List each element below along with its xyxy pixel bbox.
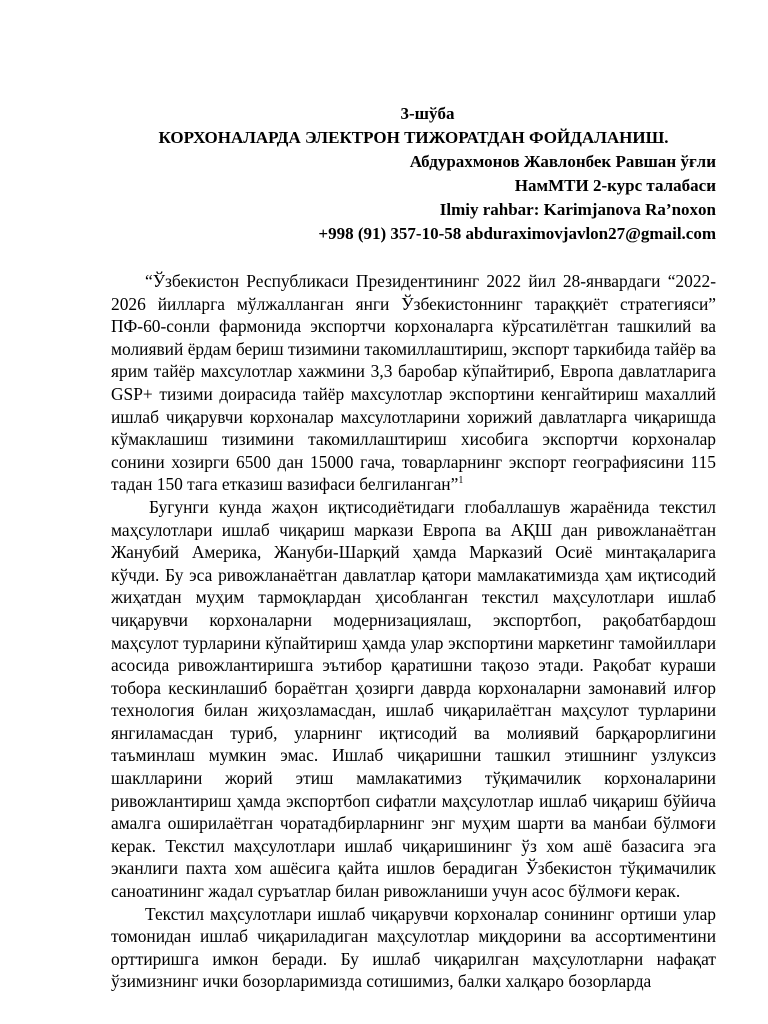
footnote-marker[interactable]: 1 xyxy=(458,475,464,487)
author-name: Абдурахмонов Жавлонбек Равшан ўғли xyxy=(409,152,716,171)
paragraph-1-text: “Ўзбекистон Республикаси Президентининг 2022 йил 28-январдаги “2022-2026 йилларга мўлжалланган янги Ўзбекистоннинг тараққиёт стратегияси” ПФ-60-сонли фармонида экспортчи корхоналарга кўрсатилётган ташкилий ва молиявий ёрдам бериш тизимини такомиллаштириш, экспорт таркибида тайёр ва ярим тайёр махсулотлар хажмини 3,3 баробар кўпайтириб, Европа давлатларига GSP+ тизими доирасида тайёр махсулотлар экспортини кенгайтириш махаллий ишлаб чиқарувчи корхоналар махсулотларини хорижий давлатларга чиқаришда кўмаклашиш тизимини такомиллаштириш хисобига экспортчи корхоналар сонини хозирги 6500 дан 15000 гача, товарларнинг экспорт географиясини 115 тадан 150 тага етказиш вазифаси белгиланган” xyxy=(111,271,716,495)
paragraph-2: Бугунги кунда жаҳон иқтисодиётидаги глобаллашув жараёнида текстил маҳсулотлари ишлаб чиқариш маркази Европа ва АҚШ дан ривожланаётган Жанубий Америка, Жануби-Шарқий ҳамда Марказий Осиё минтақаларига кўчди. Бу эса ривожланаётган давлатлар қатори мамлакатимизда ҳам иқтисодий жиҳатдан муҳим тармоқлардан ҳисобланган текстил маҳсулотлари ишлаб чиқарувчи корхоналарни модернизациялаш, экспортбоп, рақобатбардош маҳсулот турларини кўпайтириш ҳамда улар экспортини маркетинг тамойиллари асосида ривожлантиришга эътибор қаратишни тақозо этади. Рақобат кураши тобора кескинлашиб бораётган ҳозирги даврда корхоналарни замонавий илғор технология билан жиҳозламасдан, ишлаб чиқарилаётган маҳсулот турларини янгиламасдан туриб, уларнинг иқтисодий ва молиявий барқарорлигини таъминлаш мумкин эмас. Ишлаб чиқаришни ташкил этишнинг узлуксиз шаклларини жорий этиш мамлакатимиз тўқимачилик корхоналарини ривожлантириш ҳамда экспортбоп сифатли маҳсулотлар ишлаб чиқариш бўйича амалга оширилаётган чоратадбирларнинг энг муҳим шарти ва манбаи бўлмоғи керак. Текстил маҳсулотлари ишлаб чиқаришининг ўз хом ашё базасига эга эканлиги пахта хом ашёсига қайта ишлов берадиган Ўзбекистон тўқимачилик саноатининг жадал суръатлар билан ривожланиши учун асос бўлмоғи керак. xyxy=(111,496,716,902)
paragraph-3: Текстил маҳсулотлари ишлаб чиқарувчи корхоналар сонининг ортиши улар томонидан ишлаб чиқариладиган маҳсулотлар миқдорини ва ассортиментини орттиришга имкон беради. Бу ишлаб чиқарилган маҳсулотларни нафақат ўзимизнинг ички бозорларимизда сотишимиз, балки халқаро бозорларда xyxy=(111,903,716,992)
section-label: 3-шўба xyxy=(400,104,455,123)
scientific-advisor: Ilmiy rahbar: Karimjanova Ra’noxon xyxy=(439,200,716,219)
document-body xyxy=(111,270,716,993)
paragraph-1 xyxy=(111,270,716,496)
author-contact: +998 (91) 357-10-58 abduraximovjavlon27@gmail.com xyxy=(318,224,716,243)
document-title: КОРХОНАЛАРДА ЭЛЕКТРОН ТИЖОРАТДАН ФОЙДАЛАНИШ. xyxy=(158,128,669,147)
author-block xyxy=(111,150,716,246)
author-affiliation: НамМТИ 2-курс талабаси xyxy=(514,176,716,195)
